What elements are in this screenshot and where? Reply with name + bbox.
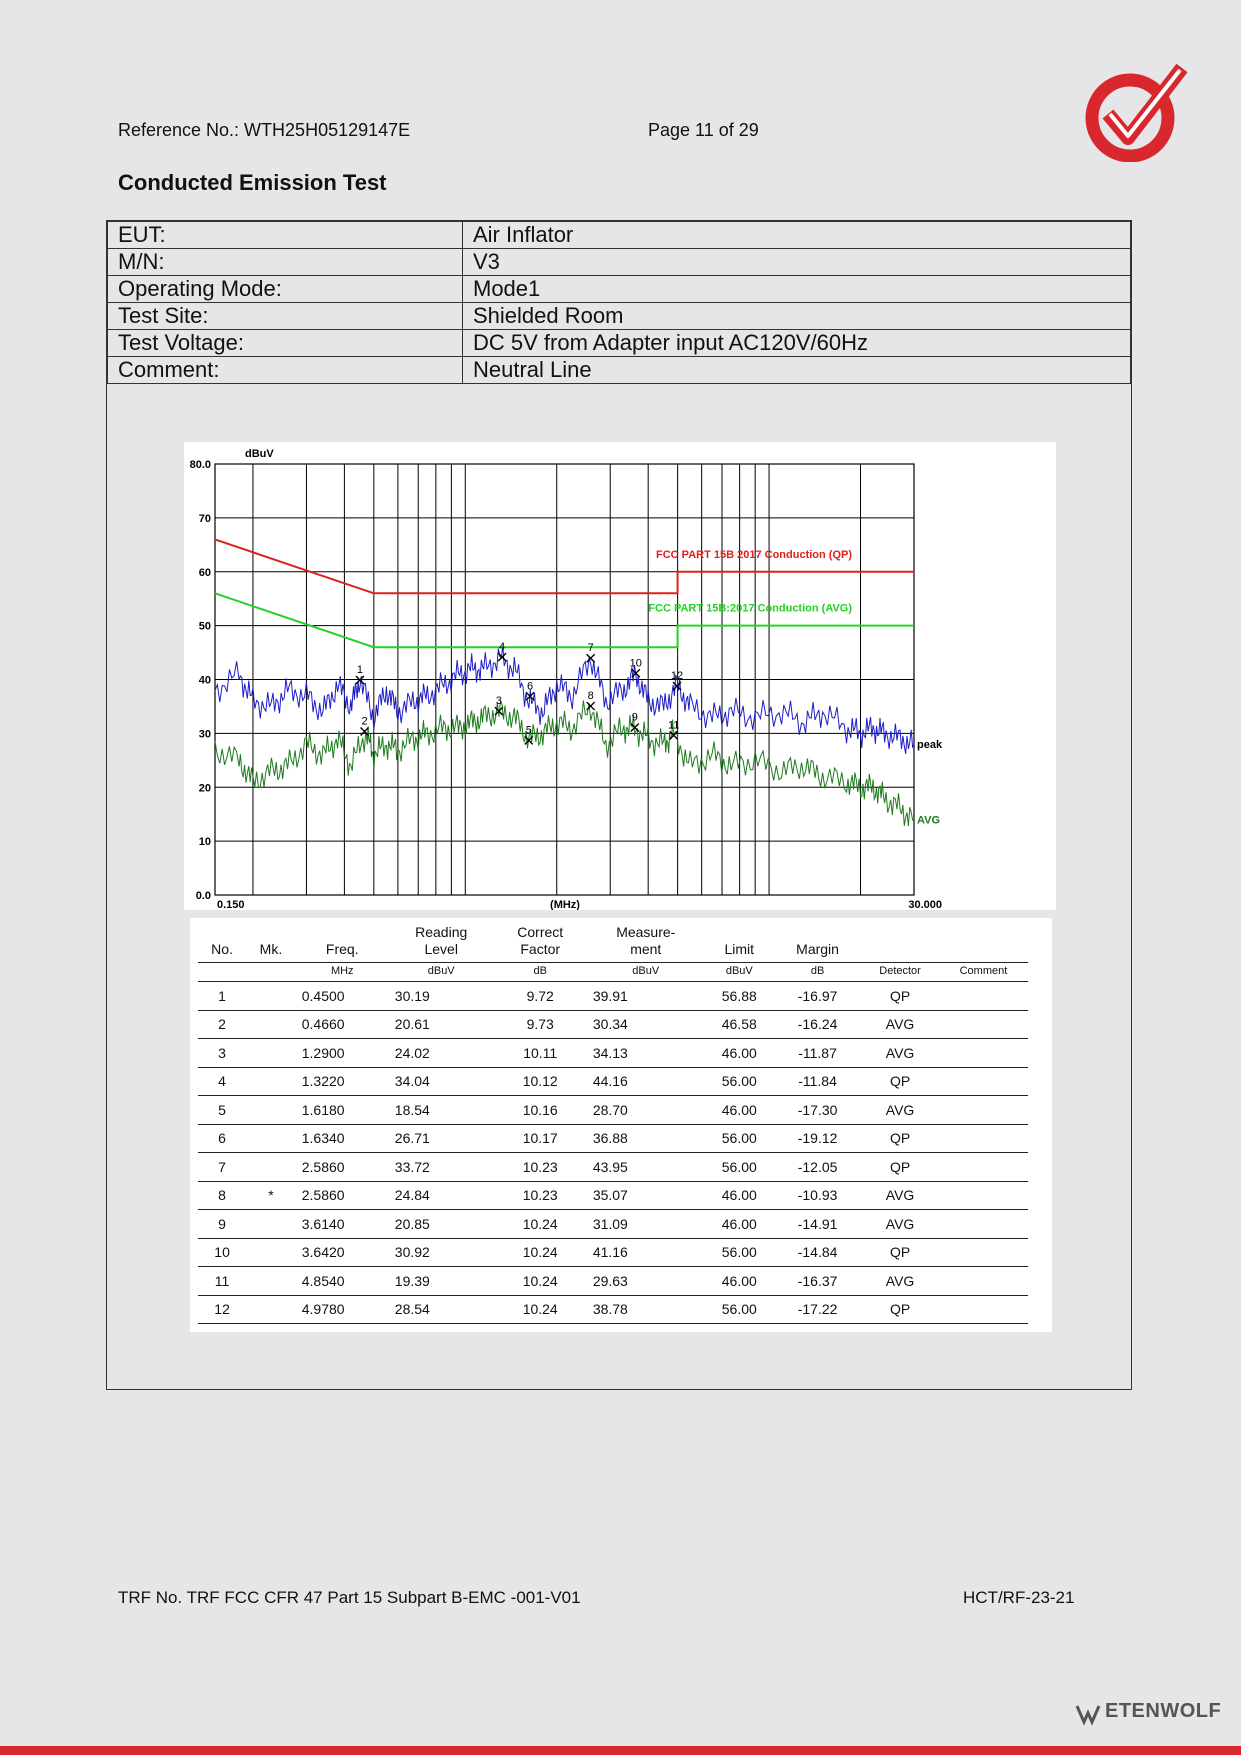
marker-label: 1 bbox=[356, 663, 364, 676]
cell-margin: -14.84 bbox=[774, 1238, 861, 1267]
column-unit: dB bbox=[494, 963, 587, 982]
column-header bbox=[246, 924, 296, 963]
cell-detector: AVG bbox=[861, 1210, 939, 1239]
column-header bbox=[774, 924, 861, 963]
cell-detector: AVG bbox=[861, 1010, 939, 1039]
results-panel bbox=[190, 918, 1052, 1332]
results-header-row bbox=[198, 924, 1028, 963]
wolf-mark-icon bbox=[1075, 1702, 1101, 1726]
table-row bbox=[198, 1181, 1028, 1210]
marker-label: 2 bbox=[361, 715, 368, 728]
cell-measurement: 39.91 bbox=[587, 982, 705, 1011]
column-header-line1: Measure- bbox=[616, 924, 676, 940]
cell-mk bbox=[246, 1067, 296, 1096]
marker-x bbox=[361, 728, 369, 736]
cell-detector: AVG bbox=[861, 1096, 939, 1125]
marker-label: 5 bbox=[525, 724, 532, 737]
cell-limit: 46.00 bbox=[705, 1039, 774, 1068]
info-key: Comment: bbox=[108, 357, 463, 384]
x-axis-label: (MHz) bbox=[550, 899, 580, 910]
info-key: Operating Mode: bbox=[108, 276, 463, 303]
cell-reading: 24.02 bbox=[389, 1039, 494, 1068]
cell-limit: 46.00 bbox=[705, 1096, 774, 1125]
info-row bbox=[108, 357, 1131, 384]
footer-trf-number: TRF No. TRF FCC CFR 47 Part 15 Subpart B-EMC -001-V01 bbox=[118, 1588, 581, 1607]
y-tick-label: 30 bbox=[198, 728, 211, 741]
cell-reading: 20.61 bbox=[389, 1010, 494, 1039]
cell-mk bbox=[246, 1153, 296, 1182]
cell-measurement: 44.16 bbox=[587, 1067, 705, 1096]
cell-no: 4 bbox=[198, 1067, 246, 1096]
cell-mk bbox=[246, 1238, 296, 1267]
column-unit: dB bbox=[774, 963, 861, 982]
cell-no: 2 bbox=[198, 1010, 246, 1039]
cell-mk bbox=[246, 1039, 296, 1068]
table-row bbox=[198, 1067, 1028, 1096]
cell-freq: 3.6140 bbox=[296, 1210, 389, 1239]
limit-line bbox=[215, 593, 914, 647]
info-value: Shielded Room bbox=[463, 303, 1131, 330]
info-key: M/N: bbox=[108, 249, 463, 276]
info-row bbox=[108, 303, 1131, 330]
cell-no: 1 bbox=[198, 982, 246, 1011]
marker-label: 6 bbox=[527, 680, 534, 693]
info-value: DC 5V from Adapter input AC120V/60Hz bbox=[463, 330, 1131, 357]
cell-limit: 56.00 bbox=[705, 1067, 774, 1096]
cell-factor: 10.23 bbox=[494, 1153, 587, 1182]
cell-reading: 33.72 bbox=[389, 1153, 494, 1182]
cell-reading: 26.71 bbox=[389, 1124, 494, 1153]
cell-reading: 18.54 bbox=[389, 1096, 494, 1125]
cell-detector: AVG bbox=[861, 1039, 939, 1068]
column-header-line1: Reading bbox=[415, 924, 468, 940]
cell-no: 3 bbox=[198, 1039, 246, 1068]
cell-freq: 2.5860 bbox=[296, 1181, 389, 1210]
cell-measurement: 30.34 bbox=[587, 1010, 705, 1039]
cell-margin: -11.84 bbox=[774, 1067, 861, 1096]
cell-freq: 3.6420 bbox=[296, 1238, 389, 1267]
cell-freq: 4.9780 bbox=[296, 1295, 389, 1324]
cell-limit: 46.58 bbox=[705, 1010, 774, 1039]
cell-freq: 2.5860 bbox=[296, 1153, 389, 1182]
cell-measurement: 36.88 bbox=[587, 1124, 705, 1153]
cell-measurement: 41.16 bbox=[587, 1238, 705, 1267]
cell-freq: 1.2900 bbox=[296, 1039, 389, 1068]
cell-no: 6 bbox=[198, 1124, 246, 1153]
cell-reading: 34.04 bbox=[389, 1067, 494, 1096]
cell-margin: -16.37 bbox=[774, 1267, 861, 1296]
y-tick-label: 40 bbox=[198, 674, 211, 687]
footer-brand: ETENWOLF bbox=[1105, 1700, 1222, 1722]
test-info-table bbox=[107, 221, 1131, 384]
column-header bbox=[939, 924, 1028, 963]
cell-margin: -11.87 bbox=[774, 1039, 861, 1068]
cell-no: 9 bbox=[198, 1210, 246, 1239]
cell-measurement: 35.07 bbox=[587, 1181, 705, 1210]
table-row bbox=[198, 1267, 1028, 1296]
y-tick-label: 0.0 bbox=[195, 890, 211, 902]
info-key: Test Site: bbox=[108, 303, 463, 330]
column-header bbox=[198, 924, 246, 963]
page-number: Page 11 of 29 bbox=[648, 120, 759, 140]
cell-margin: -17.22 bbox=[774, 1295, 861, 1324]
y-tick-label: 70 bbox=[198, 512, 211, 525]
cell-mk bbox=[246, 1210, 296, 1239]
table-row bbox=[198, 1124, 1028, 1153]
cell-reading: 28.54 bbox=[389, 1295, 494, 1324]
cell-no: 7 bbox=[198, 1153, 246, 1182]
column-header-line2: Limit bbox=[724, 941, 755, 957]
cell-detector: QP bbox=[861, 1295, 939, 1324]
cell-factor: 10.11 bbox=[494, 1039, 587, 1068]
column-unit: dBuV bbox=[389, 963, 494, 982]
cell-mk: * bbox=[246, 1181, 296, 1210]
cell-factor: 10.24 bbox=[494, 1238, 587, 1267]
column-unit: Comment bbox=[939, 963, 1028, 982]
column-header bbox=[296, 924, 389, 963]
column-header bbox=[861, 924, 939, 963]
series-label: peak bbox=[917, 739, 943, 752]
cell-no: 8 bbox=[198, 1181, 246, 1210]
limit-label: FCC PART 15B:2017 Conduction (AVG) bbox=[648, 602, 852, 615]
info-row bbox=[108, 222, 1131, 249]
table-row bbox=[198, 1010, 1028, 1039]
emission-chart bbox=[184, 442, 1056, 910]
x-tick-label: 0.150 bbox=[217, 899, 245, 910]
check-mark-circle-logo bbox=[1080, 62, 1190, 162]
column-unit: dBuV bbox=[587, 963, 705, 982]
column-unit bbox=[246, 963, 296, 982]
column-header bbox=[389, 924, 494, 963]
cell-factor: 10.24 bbox=[494, 1267, 587, 1296]
reference-number: Reference No.: WTH25H05129147E bbox=[118, 120, 411, 140]
y-tick-label: 80.0 bbox=[189, 459, 211, 471]
marker-label: 3 bbox=[495, 695, 502, 708]
cell-freq: 1.3220 bbox=[296, 1067, 389, 1096]
cell-freq: 1.6180 bbox=[296, 1096, 389, 1125]
cell-mk bbox=[246, 1124, 296, 1153]
table-row bbox=[198, 1210, 1028, 1239]
cell-limit: 56.00 bbox=[705, 1153, 774, 1182]
table-row bbox=[198, 1039, 1028, 1068]
cell-factor: 9.73 bbox=[494, 1010, 587, 1039]
marker-label: 4 bbox=[499, 641, 506, 654]
marker-x bbox=[587, 702, 595, 710]
cell-measurement: 43.95 bbox=[587, 1153, 705, 1182]
cell-comment bbox=[939, 1124, 1028, 1153]
series-line-avg bbox=[215, 701, 914, 827]
marker-label: 10 bbox=[629, 657, 642, 670]
cell-mk bbox=[246, 1010, 296, 1039]
cell-detector: QP bbox=[861, 982, 939, 1011]
table-row bbox=[198, 1096, 1028, 1125]
cell-comment bbox=[939, 1153, 1028, 1182]
cell-margin: -16.97 bbox=[774, 982, 861, 1011]
marker-label: 11 bbox=[667, 719, 680, 732]
cell-comment bbox=[939, 1067, 1028, 1096]
cell-measurement: 29.63 bbox=[587, 1267, 705, 1296]
table-row bbox=[198, 1153, 1028, 1182]
column-header bbox=[494, 924, 587, 963]
cell-factor: 10.17 bbox=[494, 1124, 587, 1153]
cell-detector: QP bbox=[861, 1238, 939, 1267]
info-value: V3 bbox=[463, 249, 1131, 276]
cell-measurement: 34.13 bbox=[587, 1039, 705, 1068]
results-units-row bbox=[198, 963, 1028, 982]
cell-limit: 56.00 bbox=[705, 1124, 774, 1153]
cell-detector: AVG bbox=[861, 1267, 939, 1296]
cell-comment bbox=[939, 1010, 1028, 1039]
column-header bbox=[587, 924, 705, 963]
cell-comment bbox=[939, 1039, 1028, 1068]
series-label: AVG bbox=[917, 814, 941, 827]
emission-chart-svg bbox=[184, 442, 1056, 910]
column-unit: Detector bbox=[861, 963, 939, 982]
cell-limit: 56.88 bbox=[705, 982, 774, 1011]
cell-mk bbox=[246, 1295, 296, 1324]
bottom-accent-bar bbox=[0, 1746, 1241, 1755]
cell-detector: QP bbox=[861, 1067, 939, 1096]
marker-label: 8 bbox=[587, 690, 594, 703]
cell-freq: 0.4500 bbox=[296, 982, 389, 1011]
cell-reading: 20.85 bbox=[389, 1210, 494, 1239]
cell-factor: 10.12 bbox=[494, 1067, 587, 1096]
cell-limit: 56.00 bbox=[705, 1238, 774, 1267]
info-key: Test Voltage: bbox=[108, 330, 463, 357]
cell-comment bbox=[939, 982, 1028, 1011]
cell-reading: 24.84 bbox=[389, 1181, 494, 1210]
y-tick-label: 20 bbox=[198, 782, 211, 795]
cell-comment bbox=[939, 1181, 1028, 1210]
marker-label: 9 bbox=[631, 711, 638, 724]
cell-factor: 10.16 bbox=[494, 1096, 587, 1125]
cell-margin: -10.93 bbox=[774, 1181, 861, 1210]
column-header bbox=[705, 924, 774, 963]
cell-no: 12 bbox=[198, 1295, 246, 1324]
cell-margin: -14.91 bbox=[774, 1210, 861, 1239]
cell-freq: 0.4660 bbox=[296, 1010, 389, 1039]
limit-line bbox=[215, 539, 914, 593]
table-row bbox=[198, 982, 1028, 1011]
cell-factor: 10.24 bbox=[494, 1210, 587, 1239]
column-header-line2: No. bbox=[211, 941, 233, 957]
column-header-line2: Level bbox=[424, 941, 458, 957]
column-header-line2: Margin bbox=[796, 941, 839, 957]
info-value: Mode1 bbox=[463, 276, 1131, 303]
cell-freq: 1.6340 bbox=[296, 1124, 389, 1153]
column-header-line1: Correct bbox=[517, 924, 564, 940]
cell-comment bbox=[939, 1238, 1028, 1267]
marker-x bbox=[587, 654, 595, 662]
cell-mk bbox=[246, 982, 296, 1011]
y-tick-label: 10 bbox=[198, 836, 211, 849]
cell-margin: -17.30 bbox=[774, 1096, 861, 1125]
column-unit: MHz bbox=[296, 963, 389, 982]
cell-comment bbox=[939, 1295, 1028, 1324]
cell-limit: 46.00 bbox=[705, 1210, 774, 1239]
marker-label: 12 bbox=[670, 670, 684, 683]
info-row bbox=[108, 276, 1131, 303]
cell-comment bbox=[939, 1210, 1028, 1239]
cell-measurement: 31.09 bbox=[587, 1210, 705, 1239]
cell-limit: 56.00 bbox=[705, 1295, 774, 1324]
cell-margin: -16.24 bbox=[774, 1010, 861, 1039]
cell-reading: 30.19 bbox=[389, 982, 494, 1011]
cell-margin: -12.05 bbox=[774, 1153, 861, 1182]
cell-measurement: 38.78 bbox=[587, 1295, 705, 1324]
info-value: Neutral Line bbox=[463, 357, 1131, 384]
cell-mk bbox=[246, 1096, 296, 1125]
cell-comment bbox=[939, 1267, 1028, 1296]
column-unit bbox=[198, 963, 246, 982]
cell-detector: QP bbox=[861, 1153, 939, 1182]
cell-margin: -19.12 bbox=[774, 1124, 861, 1153]
cell-measurement: 28.70 bbox=[587, 1096, 705, 1125]
cell-no: 5 bbox=[198, 1096, 246, 1125]
cell-limit: 46.00 bbox=[705, 1267, 774, 1296]
page-title: Conducted Emission Test bbox=[118, 170, 387, 195]
cell-reading: 19.39 bbox=[389, 1267, 494, 1296]
cell-freq: 4.8540 bbox=[296, 1267, 389, 1296]
cell-detector: AVG bbox=[861, 1181, 939, 1210]
column-unit: dBuV bbox=[705, 963, 774, 982]
x-tick-label: 30.000 bbox=[908, 899, 942, 910]
cell-factor: 10.23 bbox=[494, 1181, 587, 1210]
cell-no: 10 bbox=[198, 1238, 246, 1267]
cell-mk bbox=[246, 1267, 296, 1296]
cell-reading: 30.92 bbox=[389, 1238, 494, 1267]
column-header-line2: Freq. bbox=[325, 941, 359, 957]
cell-factor: 10.24 bbox=[494, 1295, 587, 1324]
table-row bbox=[198, 1295, 1028, 1324]
column-header-line2: Mk. bbox=[259, 941, 283, 957]
column-header-line2: Factor bbox=[520, 941, 561, 957]
cell-limit: 46.00 bbox=[705, 1181, 774, 1210]
info-key: EUT: bbox=[108, 222, 463, 249]
info-row bbox=[108, 249, 1131, 276]
column-header-line2: ment bbox=[630, 941, 662, 957]
info-row bbox=[108, 330, 1131, 357]
table-row bbox=[198, 1238, 1028, 1267]
cell-detector: QP bbox=[861, 1124, 939, 1153]
marker-label: 7 bbox=[587, 642, 594, 655]
results-table bbox=[198, 924, 1028, 1324]
series-line-peak bbox=[215, 645, 914, 754]
cell-comment bbox=[939, 1096, 1028, 1125]
y-tick-label: 60 bbox=[198, 566, 211, 579]
y-axis-unit: dBuV bbox=[245, 448, 274, 460]
y-tick-label: 50 bbox=[198, 620, 211, 633]
cell-no: 11 bbox=[198, 1267, 246, 1296]
limit-label: FCC PART 15B 2017 Conduction (QP) bbox=[656, 548, 852, 561]
footer-doc-code: HCT/RF-23-21 bbox=[963, 1588, 1075, 1607]
cell-factor: 9.72 bbox=[494, 982, 587, 1011]
info-value: Air Inflator bbox=[463, 222, 1131, 249]
